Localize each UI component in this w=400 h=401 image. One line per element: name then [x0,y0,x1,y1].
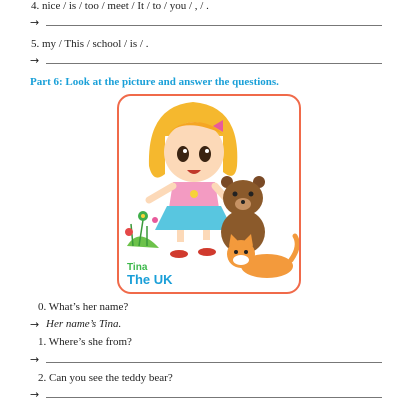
answer-arrow-5: → [30,54,40,67]
question-4: 4. nice / is / too / meet / It / to / you / , / . [31,0,209,12]
answer-line-2[interactable] [46,397,382,398]
answer-line-1[interactable] [46,362,382,363]
picture-frame [117,94,301,294]
answer-arrow-1: → [30,353,40,366]
question-5: 5. my / This / school / is / . [31,38,149,50]
answer-line-4[interactable] [46,25,382,26]
answer-arrow-2: → [30,388,40,401]
left-eye [177,146,189,162]
question-0: 0. What’s her name? [38,301,129,313]
flower-red [125,228,133,236]
part-6-heading: Part 6: Look at the picture and answer the questions. [30,76,279,88]
question-2: 2. Can you see the teddy bear? [38,372,173,384]
picture-caption-name: Tina [127,262,148,273]
question-1: 1. Where’s she from? [38,336,132,348]
picture-caption-country: The UK [127,272,173,287]
answer-line-5[interactable] [46,63,382,64]
answer-arrow-0: → [30,318,40,331]
answer-0: Her name’s Tina. [46,318,122,330]
right-eye [199,146,211,162]
answer-arrow-4: → [30,16,40,29]
skirt [155,206,233,230]
